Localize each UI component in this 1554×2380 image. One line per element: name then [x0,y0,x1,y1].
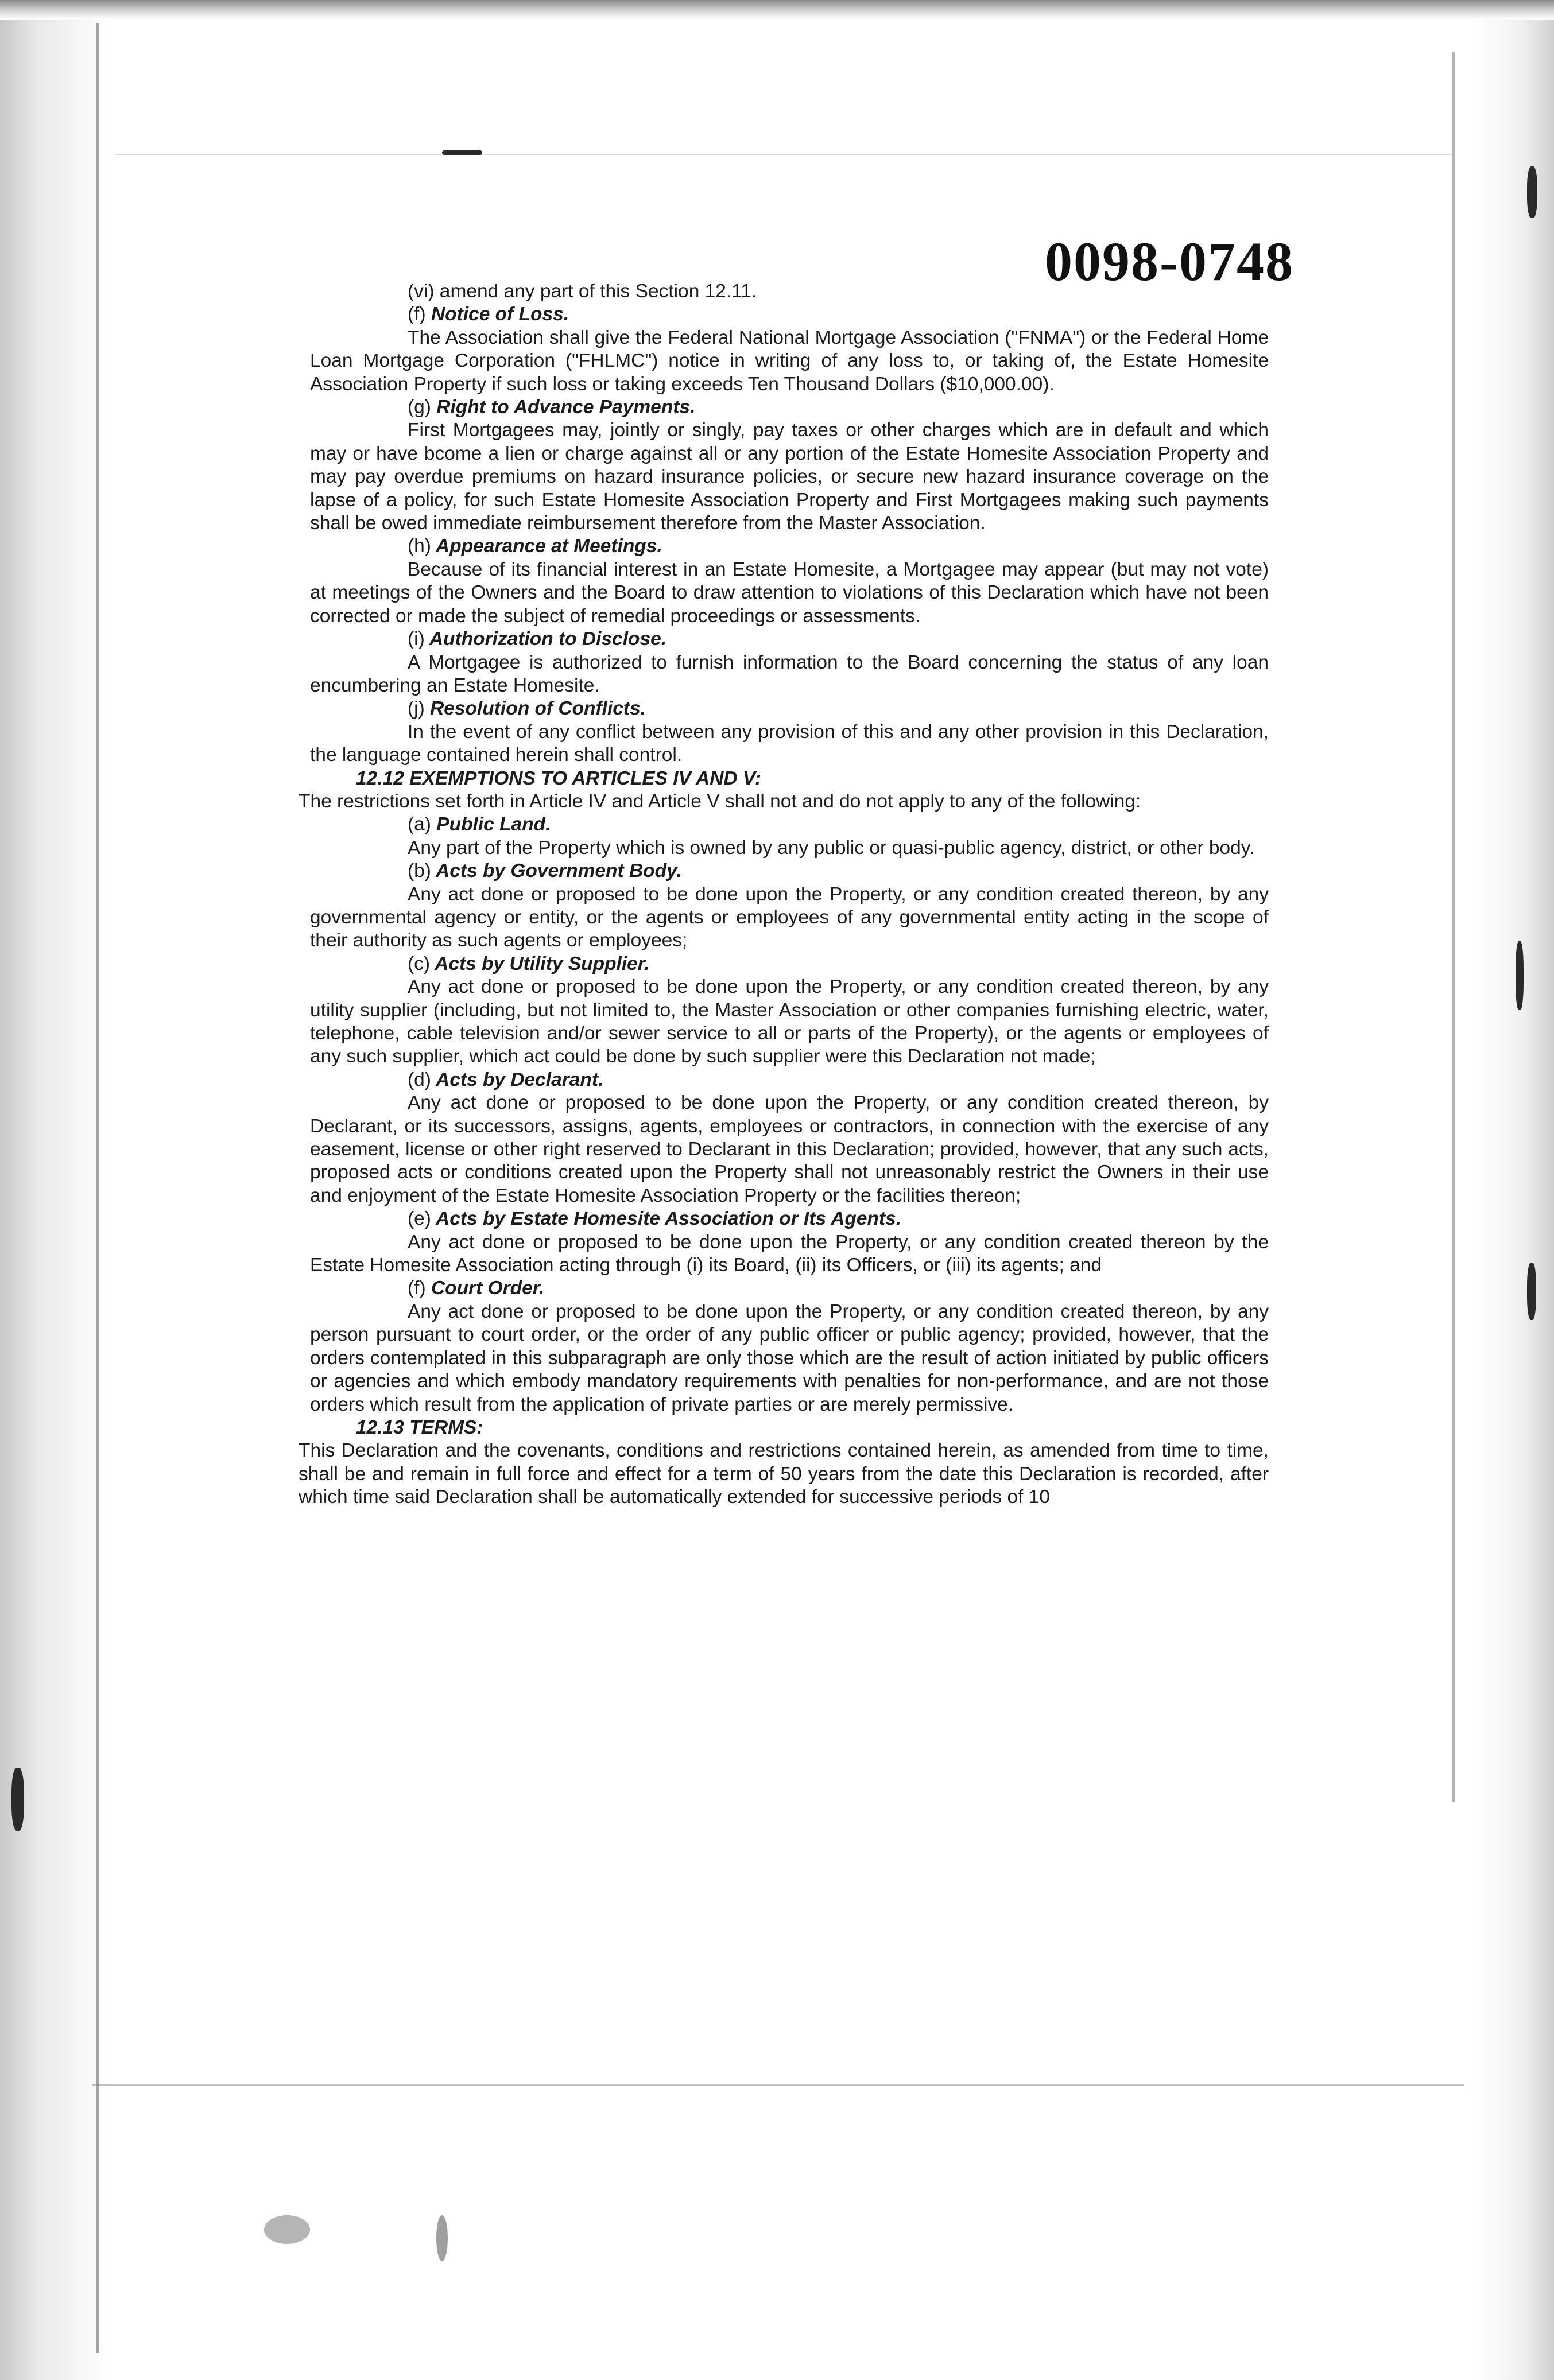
heading-label: (d) [408,1069,431,1090]
scan-shadow-left [0,0,109,2380]
subsection-heading [310,813,1269,836]
document-number: 0098-0748 [1045,231,1294,292]
heading-title: Authorization to Disclose. [429,628,667,650]
scan-speck [1516,941,1524,1010]
heading-title: Right to Advance Payments. [436,397,696,418]
heading-title: Resolution of Conflicts. [430,698,646,720]
scan-shadow-top [0,0,1554,20]
subsection-heading [310,303,1269,326]
subsection-heading [310,1069,1269,1092]
paragraph: Any act done or proposed to be done upon the Property, or any condition created thereon, by any utility supplier (including, but not limited to, the Master Association or other companies furnishing electric, water, telephone, cable television and/or sewer service to all or parts of the Property), or the agents or employees of any such supplier, which act could be done by such supplier were this Declaration not made; [310,976,1269,1067]
section-heading [310,767,1269,790]
subsection-heading [310,1208,1269,1230]
scan-line-bottom [92,2084,1464,2086]
subsection-heading [310,628,1269,651]
paragraph: The Association shall give the Federal National Mortgage Association ("FNMA") or the Federal Home Loan Mortgage Corporation ("FHLMC") notice in writing of any loss to, or taking of, the Estate Homesite Association Property if such loss or taking exceeds Ten Thousand Dollars ($10,000.00). [310,327,1269,395]
paragraph: Any act done or proposed to be done upon the Property, or any condition created thereon, by any person pursuant to court order, or the order of any public officer or public agency; provided, however, that the orders contemplated in this subparagraph are only those which are the result of action initiated by public officers or agencies and which embody mandatory requirements with penalties for non-performance, and are not those orders which result from the application of private parties or are merely permissive. [310,1300,1269,1415]
paragraph: Any act done or proposed to be done upon the Property, or any condition created thereon, by Declarant, or its successors, assigns, agents, employees or contractors, in connection with the exercise of any easement, license or other right reserved to Declarant in this Declaration; provided, however, that any such acts, proposed acts or conditions created upon the Property shall not unreasonably restrict the Owners in their use and enjoyment of the Estate Homesite Association Property or the facilities thereon; [310,1092,1269,1206]
scan-edge-line-right [1452,52,1455,1802]
scan-speck [1527,166,1537,218]
subsection-heading [310,860,1269,883]
scan-speck [11,1768,24,1831]
heading-title: TERMS: [409,1416,483,1438]
heading-label: (g) [408,397,431,418]
scan-speck [436,2215,448,2261]
paragraph: In the event of any conflict between any provision of this and any other provision in this Declaration, the language contained herein shall control. [310,721,1269,766]
heading-label: (f) [408,1278,426,1299]
paragraph: Any act done or proposed to be done upon the Property, or any condition created thereon by the Estate Homesite Association acting through (i) its Board, (ii) its Officers, or (iii) its agents; and [310,1231,1269,1276]
heading-title: Acts by Estate Homesite Association or Its Agents. [436,1208,902,1230]
heading-label: (a) [408,814,431,836]
heading-label: (c) [408,953,431,974]
paragraph: A Mortgagee is authorized to furnish information to the Board concerning the status of any loan encumbering an Estate Homesite. [310,651,1269,696]
paragraph: Any act done or proposed to be done upon the Property, or any condition created thereon, by any governmental agency or entity, or the agents or employees of any governmental entity acting in the scope of their authority as such agents or employees; [310,883,1269,952]
heading-title: Court Order. [431,1278,545,1299]
heading-label: (b) [408,860,431,882]
paragraph: Any part of the Property which is owned by any public or quasi-public agency, district, or other body. [408,837,1255,859]
subsection-heading [310,697,1269,720]
heading-label: (j) [408,698,425,720]
scan-speck [264,2215,310,2244]
scan-line-top [115,154,1452,155]
heading-title: Notice of Loss. [431,304,569,325]
section-heading [310,1416,1269,1439]
heading-title: Acts by Utility Supplier. [435,953,650,974]
subsection-heading [310,953,1269,976]
subsection-heading [310,396,1269,419]
scan-speck [1527,1263,1536,1320]
heading-label: (e) [408,1208,431,1230]
scan-edge-line-left [96,23,99,2353]
document-body [299,280,1269,1509]
scan-shadow-right [1474,0,1554,2380]
heading-label: 12.12 [356,767,404,789]
paragraph: Because of its financial interest in an Estate Homesite, a Mortgagee may appear (but may not vote) at meetings of the Owners and the Board to draw attention to violations of this Declaration which have not been corrected or made the subject of remedial proceedings or assessments. [310,558,1269,627]
paragraph: (vi) amend any part of this Section 12.11. [408,281,757,302]
heading-title: Acts by Government Body. [436,860,682,882]
subsection-heading [310,535,1269,558]
heading-label: 12.13 [356,1416,404,1438]
heading-title: Public Land. [436,814,551,836]
heading-label: (i) [408,628,425,650]
paragraph: The restrictions set forth in Article IV and Article V shall not and do not apply to any of the following: [299,790,1141,812]
heading-title: EXEMPTIONS TO ARTICLES IV AND V: [409,767,762,789]
heading-label: (h) [408,535,431,557]
scan-speck [442,150,482,155]
paragraph: First Mortgagees may, jointly or singly, pay taxes or other charges which are in default and which may or have bcome a lien or charge against all or any portion of the Estate Homesite Association Property and may pay overdue premiums on hazard insurance policies, or secure new hazard insurance coverage on the lapse of a policy, for such Estate Homesite Association Property and First Mortgagees making such payments shall be owed immediate reimbursement therefore from the Master Association. [310,420,1269,534]
subsection-heading [310,1277,1269,1300]
heading-title: Appearance at Meetings. [436,535,662,557]
heading-label: (f) [408,304,426,325]
paragraph: This Declaration and the covenants, conditions and restrictions contained herein, as amended from time to time, shall be and remain in full force and effect for a term of 50 years from the date this Declaration is recorded, after which time said Declaration shall be automatically extended for successive periods of 10 [299,1440,1269,1508]
heading-title: Acts by Declarant. [436,1069,604,1090]
